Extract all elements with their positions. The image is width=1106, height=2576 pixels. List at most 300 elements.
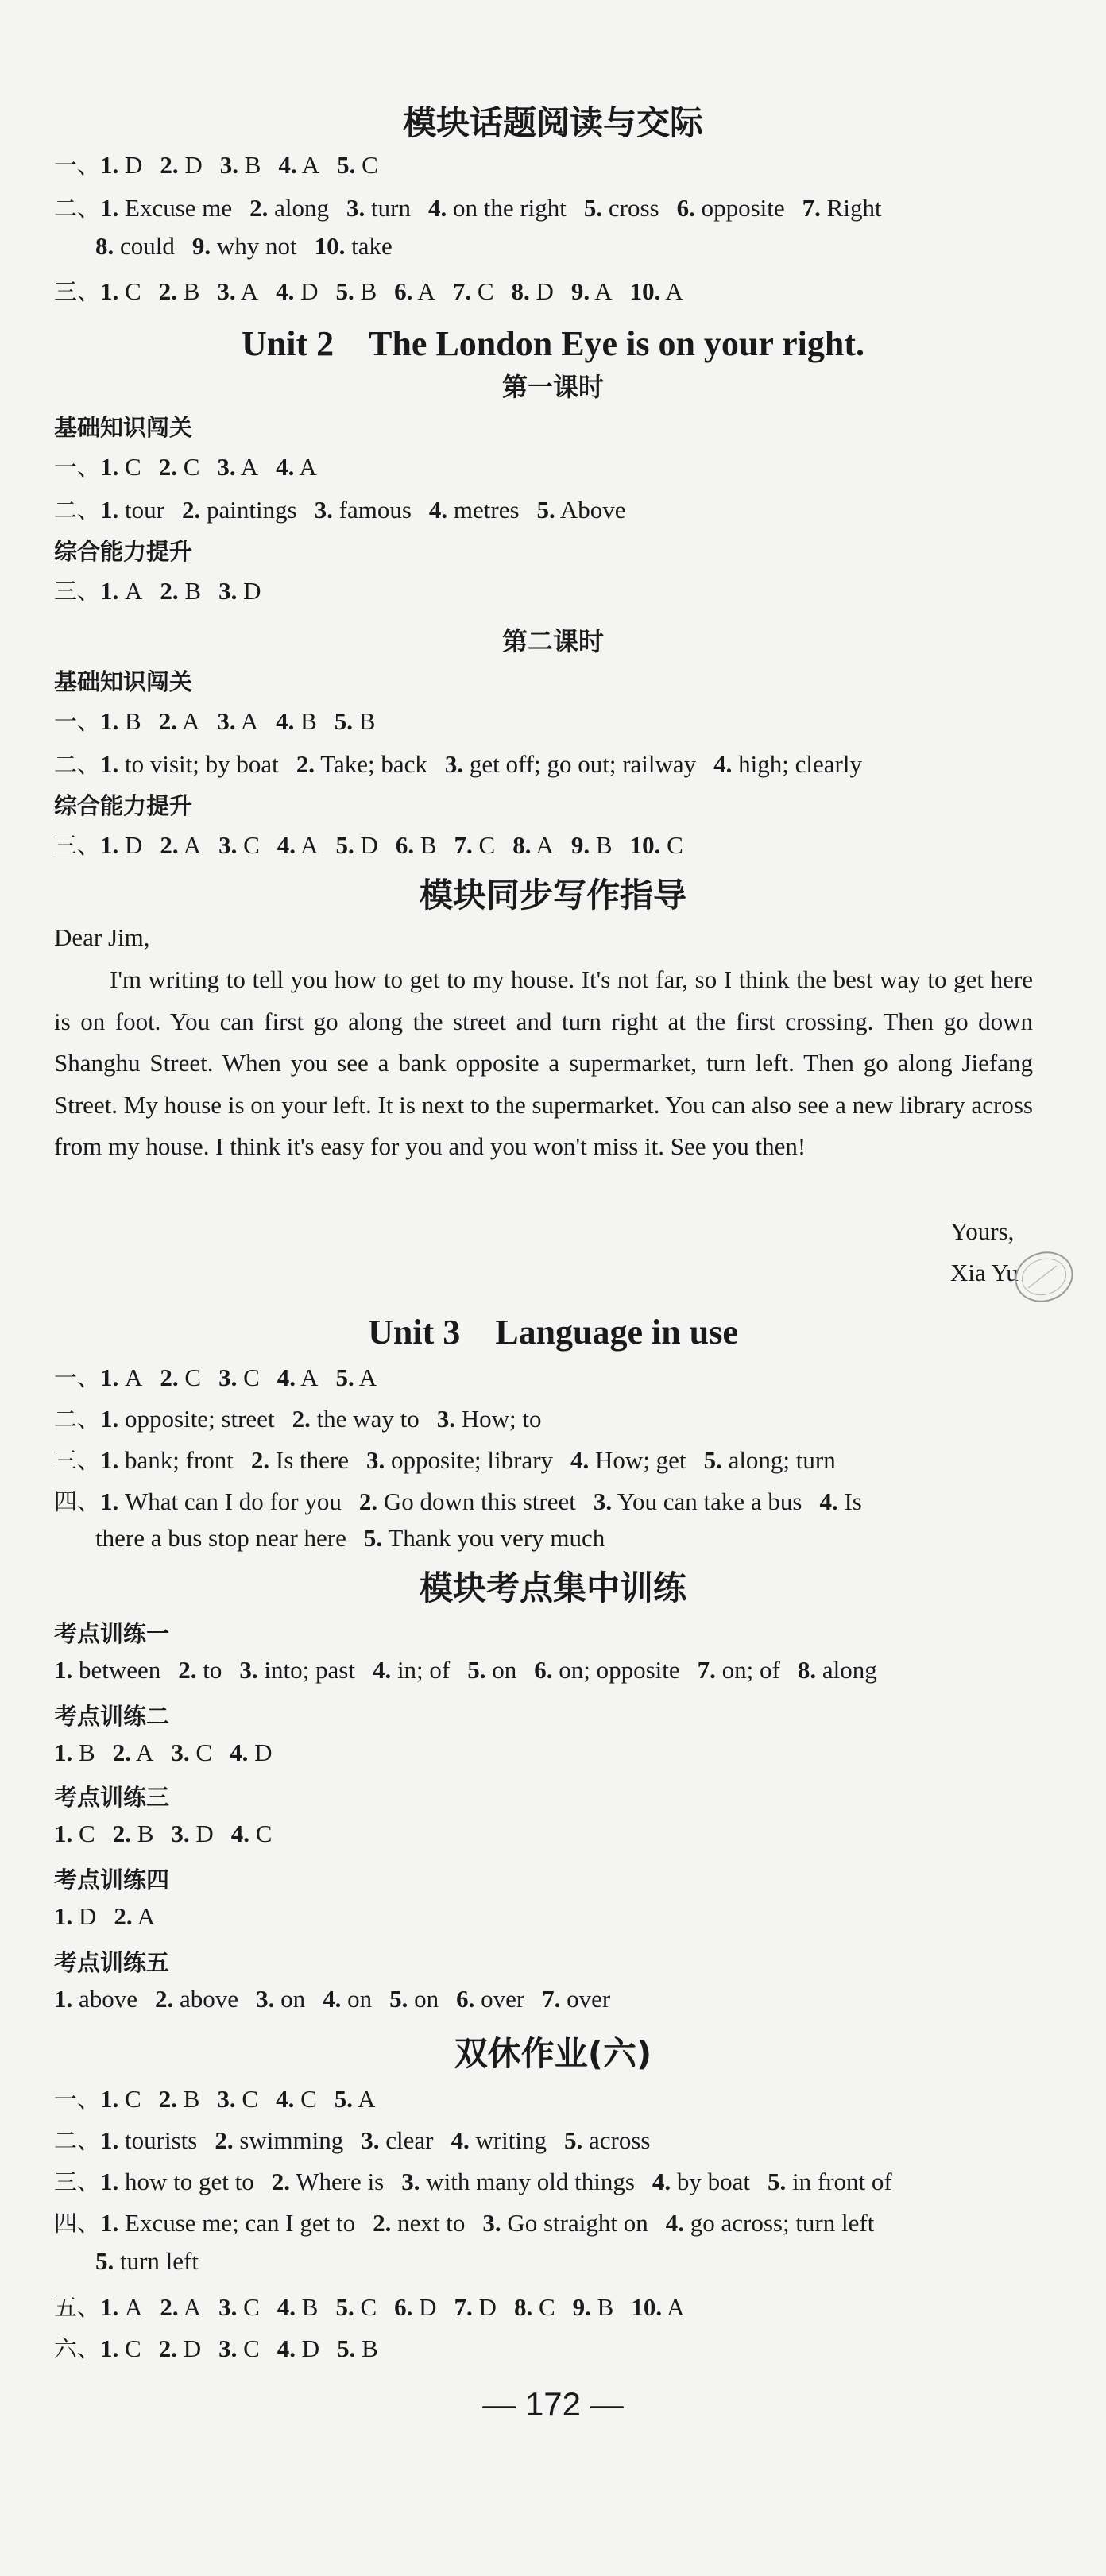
question-number: 3. <box>217 2085 236 2113</box>
answer-item <box>160 577 201 605</box>
answer-row <box>95 2247 1096 2276</box>
answer-item <box>652 2168 750 2195</box>
question-number: 2. <box>373 2209 392 2237</box>
answer-text: D <box>254 1739 273 1766</box>
answer-item <box>315 232 393 260</box>
question-number: 8. <box>797 1656 817 1684</box>
answer-text: swimming <box>239 2126 344 2154</box>
answer-text: D <box>183 2334 202 2362</box>
question-group-mark: 三、 <box>54 1447 101 1474</box>
question-number: 7. <box>454 831 473 859</box>
answer-text: D <box>478 2293 497 2321</box>
answer-text: C <box>478 831 496 859</box>
answer-text: to visit; by boat <box>125 750 279 778</box>
answer-item <box>337 2334 378 2362</box>
question-number: 1. <box>54 1902 73 1930</box>
question-group-mark: 二、 <box>54 751 101 778</box>
answer-item <box>537 496 626 524</box>
answer-text: A <box>417 277 435 305</box>
answer-item <box>277 2334 319 2362</box>
answer-text: C <box>243 2334 260 2362</box>
question-number: 5. <box>95 2247 114 2275</box>
question-number: 7. <box>697 1656 716 1684</box>
answer-text: how to get to <box>125 2168 254 2195</box>
question-group-mark: 一、 <box>54 152 101 179</box>
answer-item <box>373 1656 450 1684</box>
question-number: 2. <box>249 194 269 222</box>
answer-text: A <box>240 453 259 481</box>
answer-item <box>217 277 258 305</box>
question-number: 2. <box>158 453 177 481</box>
question-number: 1. <box>100 194 119 222</box>
question-number: 1. <box>100 1405 119 1433</box>
answer-text: A <box>665 277 683 305</box>
question-number: 2. <box>155 1985 174 2013</box>
question-number: 4. <box>713 750 733 778</box>
question-group-mark: 三、 <box>54 2168 101 2195</box>
answer-text: between <box>79 1656 161 1684</box>
question-number: 4. <box>428 496 448 524</box>
answer-text: by boat <box>676 2168 751 2195</box>
answer-text: into; past <box>264 1656 355 1684</box>
answer-item <box>454 831 496 859</box>
answer-item <box>335 2293 377 2321</box>
question-number: 3. <box>218 1363 238 1391</box>
answer-text: D <box>125 151 143 179</box>
question-number: 3. <box>436 1405 455 1433</box>
answer-item <box>594 1487 802 1515</box>
question-number: 9. <box>572 2293 591 2321</box>
question-number: 4. <box>276 277 295 305</box>
answer-row <box>54 450 1055 482</box>
question-number: 3. <box>218 2334 238 2362</box>
answer-text: B <box>183 277 200 305</box>
answer-item <box>54 1739 95 1766</box>
answer-text: C <box>362 151 378 179</box>
answer-row <box>54 1902 1055 1931</box>
answer-item <box>335 277 377 305</box>
answer-text: B <box>244 151 261 179</box>
answer-item <box>218 1363 260 1391</box>
answer-text: B <box>597 2293 614 2321</box>
question-number: 2. <box>158 2334 177 2362</box>
answer-text: go across; turn left <box>690 2209 875 2237</box>
answer-item <box>54 1985 137 2013</box>
answer-item <box>630 831 683 859</box>
answer-item <box>276 707 317 735</box>
answer-item <box>100 151 142 179</box>
answer-item <box>514 2293 555 2321</box>
answer-row <box>54 2082 1055 2114</box>
training-4-heading: 考点训练四 <box>54 1866 170 1893</box>
answer-text: D <box>536 277 554 305</box>
answer-text: D <box>79 1902 97 1930</box>
answer-item <box>713 750 862 778</box>
answer-row <box>54 1656 1055 1684</box>
answer-text: writing <box>475 2126 547 2154</box>
answer-item <box>534 1656 679 1684</box>
answer-item <box>366 1446 553 1474</box>
answer-item <box>113 1739 154 1766</box>
answer-text: on <box>347 1985 373 2013</box>
answer-item <box>276 277 318 305</box>
answer-row <box>54 2331 1055 2364</box>
answer-text: C <box>125 2085 141 2113</box>
answer-item <box>453 277 494 305</box>
answer-item <box>698 1656 780 1684</box>
answer-text: B <box>125 707 141 735</box>
answer-text: A <box>300 1363 319 1391</box>
answer-text: A <box>300 831 319 859</box>
answer-row <box>95 232 1096 261</box>
answer-text: Where is <box>296 2168 385 2195</box>
question-number: 8. <box>512 831 532 859</box>
answer-text: B <box>137 1820 154 1847</box>
answer-row <box>95 1524 1096 1553</box>
question-number: 2. <box>158 277 177 305</box>
answer-item <box>335 2085 376 2113</box>
question-number: 1. <box>100 1446 119 1474</box>
answer-item <box>276 453 317 481</box>
question-number: 2. <box>178 1656 197 1684</box>
answer-item <box>467 1656 516 1684</box>
answer-text: C <box>360 2293 377 2321</box>
answer-item <box>584 194 659 222</box>
answer-text: C <box>300 2085 317 2113</box>
answer-item <box>100 750 279 778</box>
answer-text: Thank you very much <box>388 1524 605 1552</box>
answer-text: B <box>358 707 376 735</box>
answer-item <box>159 707 200 735</box>
answer-text: C <box>243 1363 260 1391</box>
answer-text: C <box>538 2293 555 2321</box>
answer-row <box>54 2206 1055 2238</box>
answer-text: C <box>667 831 683 859</box>
answer-text: turn left <box>120 2247 199 2275</box>
question-number: 1. <box>100 577 119 605</box>
answer-item <box>335 831 377 859</box>
question-number: 2. <box>160 831 179 859</box>
answer-text: You can take a bus <box>617 1487 802 1515</box>
answer-item <box>570 1446 686 1474</box>
answer-row <box>54 2164 1055 2197</box>
question-number: 3. <box>218 831 238 859</box>
answer-text: next to <box>397 2209 466 2237</box>
question-number: 10. <box>629 831 661 859</box>
answer-text: C <box>195 1739 213 1766</box>
answer-text: Excuse me <box>125 194 233 222</box>
answer-text: B <box>301 2293 319 2321</box>
answer-row <box>54 1739 1055 1767</box>
answer-item <box>54 1902 96 1930</box>
answer-row <box>54 148 1055 180</box>
answer-text: C <box>79 1820 95 1847</box>
answer-item <box>159 2334 201 2362</box>
question-number: 2. <box>158 707 177 735</box>
answer-text: opposite; library <box>391 1446 554 1474</box>
answer-text: metres <box>453 496 520 524</box>
question-number: 3. <box>217 707 236 735</box>
answer-item <box>364 1524 605 1552</box>
answer-text: on <box>280 1985 306 2013</box>
answer-item <box>220 151 261 179</box>
answer-text: C <box>243 2293 260 2321</box>
question-number: 1. <box>100 2085 119 2113</box>
answer-item <box>798 1656 877 1684</box>
answer-text: C <box>125 453 141 481</box>
answer-item <box>100 2126 197 2154</box>
answer-text: B <box>183 2085 200 2113</box>
comprehensive-ability-heading: 综合能力提升 <box>54 538 193 565</box>
answer-text: with many old things <box>426 2168 635 2195</box>
answer-item <box>394 277 435 305</box>
question-number: 3. <box>218 2293 238 2321</box>
question-number: 1. <box>54 1656 73 1684</box>
question-number: 9. <box>570 831 590 859</box>
question-number: 4. <box>323 1985 342 2013</box>
answer-item <box>182 496 297 524</box>
question-number: 3. <box>217 453 236 481</box>
question-number: 7. <box>802 194 821 222</box>
answer-item <box>335 707 376 735</box>
question-number: 2. <box>158 2085 177 2113</box>
question-number: 2. <box>271 2168 291 2195</box>
question-number: 4. <box>665 2209 684 2237</box>
question-number: 2. <box>250 1446 270 1474</box>
question-number: 2. <box>181 496 201 524</box>
answer-item <box>359 1487 576 1515</box>
answer-item <box>95 232 175 260</box>
question-number: 1. <box>100 1363 119 1391</box>
answer-item <box>100 1487 342 1515</box>
answer-item <box>155 1985 238 2013</box>
answer-text: A <box>536 831 554 859</box>
question-number: 2. <box>296 750 315 778</box>
question-number: 5. <box>389 1985 408 2013</box>
answer-text: D <box>243 577 261 605</box>
question-number: 5. <box>334 2085 354 2113</box>
answer-item <box>100 577 142 605</box>
answer-text: B <box>360 277 377 305</box>
question-number: 2. <box>215 2126 234 2154</box>
question-number: 1. <box>100 2168 119 2195</box>
question-number: 5. <box>335 277 354 305</box>
question-number: 3. <box>218 577 238 605</box>
question-number: 7. <box>454 2293 473 2321</box>
letter-signature: Xia Yu <box>950 1259 1019 1286</box>
question-number: 2. <box>292 1405 311 1433</box>
answer-text: A <box>135 1739 154 1766</box>
answer-text: why not <box>216 232 297 260</box>
question-number: 4. <box>570 1446 590 1474</box>
unit-2-title: Unit 2 The London Eye is on your right. <box>241 324 864 363</box>
question-group-mark: 四、 <box>54 1488 101 1515</box>
answer-text: A <box>125 1363 143 1391</box>
question-number: 4. <box>372 1656 392 1684</box>
answer-text: over <box>567 1985 611 2013</box>
question-number: 1. <box>100 151 119 179</box>
question-number: 1. <box>100 2126 119 2154</box>
question-number: 3. <box>256 1985 275 2013</box>
answer-item <box>100 2293 142 2321</box>
question-number: 7. <box>452 277 472 305</box>
answer-item <box>401 2168 635 2195</box>
answer-text: C <box>125 277 141 305</box>
answer-item <box>451 2126 547 2154</box>
answer-text: could <box>120 232 175 260</box>
answer-item <box>249 194 329 222</box>
answer-row <box>54 2123 1055 2156</box>
answer-text: get off; go out; railway <box>469 750 697 778</box>
question-number: 10. <box>631 2293 663 2321</box>
answer-item <box>217 707 258 735</box>
answer-item <box>272 2168 384 2195</box>
question-number: 1. <box>54 1739 73 1766</box>
answer-item <box>394 2293 436 2321</box>
answer-text: B <box>362 2334 378 2362</box>
answer-item <box>192 232 297 260</box>
question-number: 5. <box>363 1524 383 1552</box>
answer-text: C <box>243 831 260 859</box>
answer-item <box>571 831 613 859</box>
answer-text: A <box>240 277 259 305</box>
training-3-heading: 考点训练三 <box>54 1784 170 1811</box>
answer-text: A <box>594 277 613 305</box>
answer-row <box>54 1985 1055 2013</box>
answer-text: to <box>203 1656 222 1684</box>
answer-item <box>276 2085 317 2113</box>
question-number: 3. <box>593 1487 613 1515</box>
answer-text: turn <box>371 194 411 222</box>
answer-item <box>215 2126 343 2154</box>
answer-row <box>54 1820 1055 1848</box>
answer-row <box>54 704 1055 737</box>
answer-item <box>564 2126 650 2154</box>
question-number: 2. <box>114 1902 133 1930</box>
letter-body <box>54 959 1033 1168</box>
answer-text: C <box>255 1820 273 1847</box>
key-points-title: 模块考点集中训练 <box>419 1568 686 1607</box>
answer-item <box>277 1363 319 1391</box>
answer-row <box>54 274 1055 307</box>
question-group-mark: 四、 <box>54 2210 101 2237</box>
question-number: 5. <box>564 2126 583 2154</box>
answer-item <box>159 453 200 481</box>
question-number: 5. <box>536 496 555 524</box>
answer-text: in front of <box>792 2168 892 2195</box>
question-number: 1. <box>100 2293 119 2321</box>
unit-3-title: Unit 3 Language in use <box>368 1313 738 1352</box>
question-number: 2. <box>160 2293 179 2321</box>
answer-text: A <box>358 2085 376 2113</box>
question-number: 9. <box>570 277 590 305</box>
basic-knowledge-heading: 基础知识闯关 <box>54 414 193 441</box>
answer-row <box>54 191 1055 223</box>
question-group-mark: 一、 <box>54 2086 101 2113</box>
question-number: 7. <box>542 1985 561 2013</box>
answer-item <box>171 1739 212 1766</box>
question-number: 5. <box>768 2168 787 2195</box>
question-number: 4. <box>276 1363 296 1391</box>
answer-text: A <box>183 831 202 859</box>
question-number: 3. <box>171 1820 190 1847</box>
answer-text: on <box>492 1656 517 1684</box>
question-number: 8. <box>513 2293 533 2321</box>
question-group-mark: 二、 <box>54 497 101 524</box>
answer-item <box>100 2334 141 2362</box>
question-number: 2. <box>160 1363 179 1391</box>
answer-item <box>346 194 411 222</box>
weekend-homework-title: 双休作业(六) <box>454 2034 652 2073</box>
question-number: 4. <box>652 2168 671 2195</box>
question-group-mark: 二、 <box>54 1406 101 1433</box>
answer-item <box>160 151 202 179</box>
answer-row <box>54 493 1055 525</box>
answer-item <box>454 2293 497 2321</box>
answer-text: A <box>125 2293 143 2321</box>
answer-row <box>54 747 1055 779</box>
answer-text: on; of <box>721 1656 780 1684</box>
answer-text: D <box>125 831 143 859</box>
answer-item <box>315 496 412 524</box>
answer-row <box>54 1402 1055 1434</box>
lesson-2-title: 第二课时 <box>501 626 604 656</box>
answer-item <box>277 2293 319 2321</box>
answer-continuation: there a bus stop near here <box>95 1524 346 1552</box>
question-number: 3. <box>217 277 236 305</box>
answer-text: A <box>358 1363 377 1391</box>
answer-text: A <box>240 707 259 735</box>
question-number: 5. <box>334 707 354 735</box>
answer-item <box>171 1820 213 1847</box>
answer-text: over <box>481 1985 525 2013</box>
answer-item <box>277 831 319 859</box>
answer-item <box>361 2126 433 2154</box>
question-number: 2. <box>160 577 179 605</box>
answer-item <box>482 2209 648 2237</box>
answer-item <box>373 2209 465 2237</box>
question-number: 5. <box>703 1446 722 1474</box>
question-number: 3. <box>444 750 464 778</box>
question-number: 2. <box>358 1487 378 1515</box>
answer-item <box>571 277 613 305</box>
question-number: 5. <box>335 1363 354 1391</box>
answer-text: Is <box>844 1487 862 1515</box>
question-number: 4. <box>276 2334 296 2362</box>
question-number: 1. <box>100 831 119 859</box>
question-number: 8. <box>95 232 114 260</box>
answer-text: B <box>184 577 202 605</box>
answer-item <box>819 1487 861 1515</box>
question-number: 3. <box>361 2126 380 2154</box>
answer-item <box>218 2334 260 2362</box>
question-number: 6. <box>394 2293 413 2321</box>
question-number: 4. <box>278 151 297 179</box>
answer-text: bank; front <box>125 1446 234 1474</box>
question-number: 1. <box>100 1487 119 1515</box>
training-2-heading: 考点训练二 <box>54 1703 170 1730</box>
answer-text: cross <box>608 194 659 222</box>
question-number: 10. <box>314 232 346 260</box>
question-number: 1. <box>100 2334 119 2362</box>
answer-text: A <box>299 453 317 481</box>
answer-item <box>677 194 785 222</box>
answer-item <box>631 2293 684 2321</box>
question-number: 4. <box>276 2293 296 2321</box>
answer-row <box>54 1443 1055 1476</box>
answer-text: B <box>79 1739 95 1766</box>
answer-text: the way to <box>316 1405 420 1433</box>
